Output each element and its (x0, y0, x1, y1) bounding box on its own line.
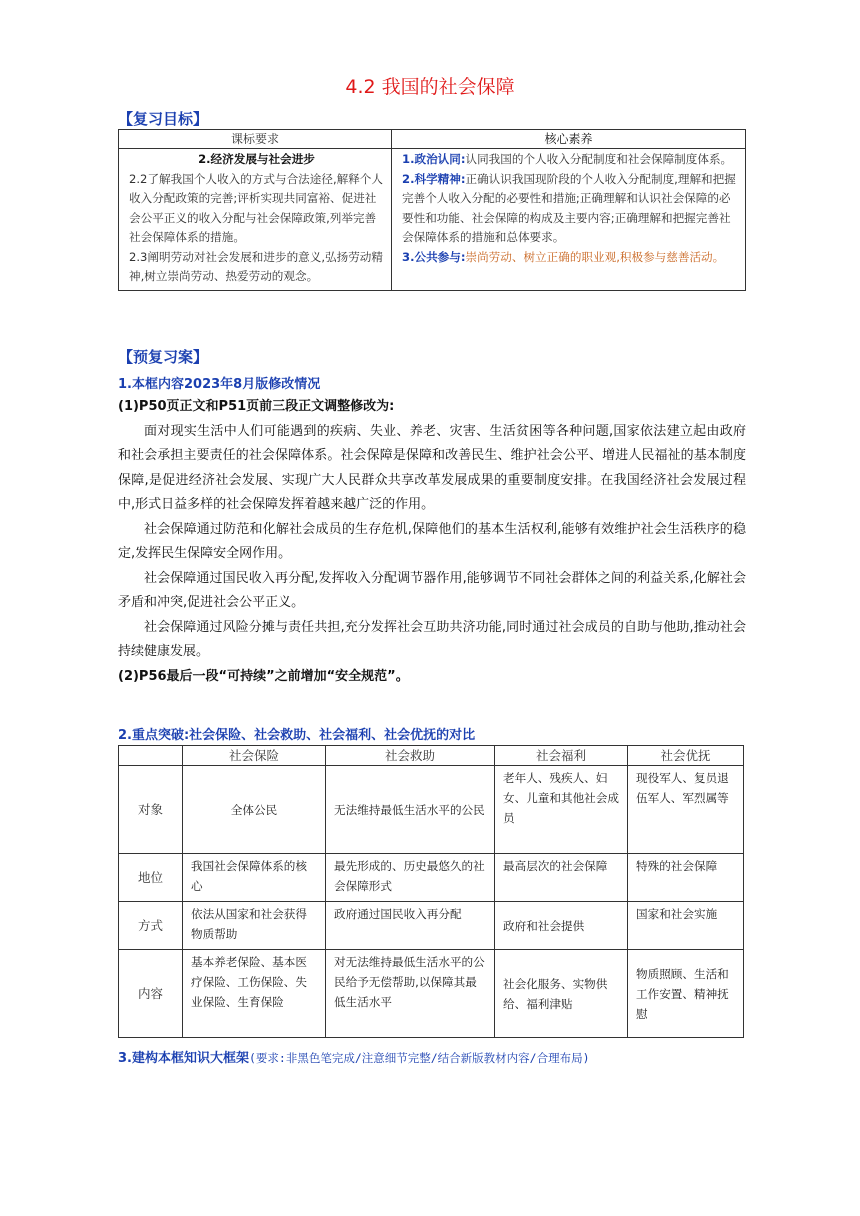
literacy-item-3 (402, 248, 738, 268)
literacy-item-2 (402, 170, 738, 248)
header-blank (119, 746, 183, 766)
table-cell: 最先形成的、历史最悠久的社会保障形式 (326, 854, 495, 902)
section2-title: 2.重点突破:社会保险、社会救助、社会福利、社会优抚的对比 (118, 728, 476, 743)
table-row (119, 854, 744, 902)
col1-header: 课标要求 (119, 130, 392, 149)
table-cell: 政府通过国民收入再分配 (326, 902, 495, 950)
table-cell: 社会化服务、实物供给、福利津贴 (495, 950, 628, 1038)
col2-header: 核心素养 (392, 130, 746, 149)
section1-paragraph-3: 社会保障通过国民收入再分配,发挥收入分配调节器作用,能够调节不同社会群体之间的利益关系,化解社会矛盾和冲突,促进社会公平正义。 (118, 570, 746, 610)
section3-hint: (要求:非黑色笔完成/注意细节完整/结合新版教材内容/合理布局) (248, 1051, 590, 1065)
table-cell: 现役军人、复员退伍军人、军烈属等 (628, 766, 744, 854)
section1-body (118, 395, 746, 689)
section1-item1: (1)P50页正文和P51页前三段正文调整修改为: (118, 399, 395, 414)
table-cell: 我国社会保障体系的核心 (183, 854, 326, 902)
section1-paragraph-2: 社会保障通过防范和化解社会成员的生存危机,保障他们的基本生活权利,能够有效维护社会生活秩序的稳定,发挥民生保障安全网作用。 (118, 521, 746, 561)
table-cell: 物质照顾、生活和工作安置、精神抚慰 (628, 950, 744, 1038)
row-label: 内容 (119, 950, 183, 1038)
header-social-assistance: 社会救助 (326, 746, 495, 766)
row-label: 地位 (119, 854, 183, 902)
section1-title: 1.本框内容2023年8月版修改情况 (118, 377, 321, 392)
page-title: 4.2 我国的社会保障 (345, 76, 515, 98)
literacy-text-1: 认同我国的个人收入分配制度和社会保障制度体系。 (465, 152, 733, 166)
header-social-preferential: 社会优抚 (628, 746, 744, 766)
comparison-table (118, 745, 744, 1038)
curriculum-p2: 2.3阐明劳动对社会发展和进步的意义,弘扬劳动精神,树立崇尚劳动、热爱劳动的观念。 (129, 249, 383, 283)
literacy-label-2: 2.科学精神: (402, 171, 466, 186)
table-cell: 国家和社会实施 (628, 902, 744, 950)
table-cell: 最高层次的社会保障 (495, 854, 628, 902)
review-heading: 【复习目标】 (118, 110, 209, 128)
header-social-insurance: 社会保险 (183, 746, 326, 766)
section3-title-text: 3.建构本框知识大框架 (118, 1051, 249, 1066)
curriculum-p1: 2.2了解我国个人收入的方式与合法途径,解释个人收入分配政策的完善;评析实现共同富裕、促进社会公平正义的收入分配与社会保障政策,列举完善社会保障体系的措施。 (129, 171, 383, 244)
preview-heading: 【预复习案】 (118, 348, 209, 366)
table-cell: 基本养老保险、基本医疗保险、工伤保险、失业保险、生育保险 (183, 950, 326, 1038)
curriculum-cell (119, 149, 392, 291)
table-cell: 老年人、残疾人、妇女、儿童和其他社会成员 (495, 766, 628, 854)
comparison-header-row (119, 746, 744, 766)
section1-paragraph-1: 面对现实生活中人们可能遇到的疾病、失业、养老、灾害、生活贫困等各种问题,国家依法建立起由政府和社会承担主要责任的社会保障体系。社会保障是保障和改善民生、维护社会公平、增进人民福祉的基本制度保障,是促进经济社会发展、实现广大人民群众共享改革发展成果的重要制度安排。在我国经济社会发展过程中,形式日益多样的社会保障发挥着越来越广泛的作用。 (118, 423, 746, 512)
section3-title (118, 1047, 590, 1066)
literacy-label-3: 3.公共参与: (402, 249, 466, 264)
table-row (119, 902, 744, 950)
literacy-cell (392, 149, 746, 291)
row-label: 对象 (119, 766, 183, 854)
literacy-text-2: 正确认识我国现阶段的个人收入分配制度,理解和把握完善个人收入分配的必要性和措施;正确理解和认识社会保障的必要性和功能、社会保障的构成及主要内容;正确理解和把握完善社会保障体系的措施和总体要求。 (402, 171, 736, 244)
table-cell: 全体公民 (183, 766, 326, 854)
literacy-label-1: 1.政治认同: (402, 152, 466, 166)
table-cell: 依法从国家和社会获得物质帮助 (183, 902, 326, 950)
section1-item2: (2)P56最后一段“可持续”之前增加“安全规范”。 (118, 668, 409, 684)
table-row (119, 766, 744, 854)
table-cell: 政府和社会提供 (495, 902, 628, 950)
table-cell: 特殊的社会保障 (628, 854, 744, 902)
table-row (119, 950, 744, 1038)
table-cell: 无法维持最低生活水平的公民 (326, 766, 495, 854)
section1-paragraph-4: 社会保障通过风险分摊与责任共担,充分发挥社会互助共济功能,同时通过社会成员的自助与他助,推动社会持续健康发展。 (118, 619, 746, 659)
literacy-text-3: 崇尚劳动、树立正确的职业观,积极参与慈善活动。 (465, 249, 725, 264)
header-social-welfare: 社会福利 (495, 746, 628, 766)
review-table (118, 129, 746, 291)
table-cell: 对无法维持最低生活水平的公民给予无偿帮助,以保障其最低生活水平 (326, 950, 495, 1038)
row-label: 方式 (119, 902, 183, 950)
literacy-item-1 (402, 150, 738, 170)
curriculum-title: 2.经济发展与社会进步 (198, 152, 315, 166)
